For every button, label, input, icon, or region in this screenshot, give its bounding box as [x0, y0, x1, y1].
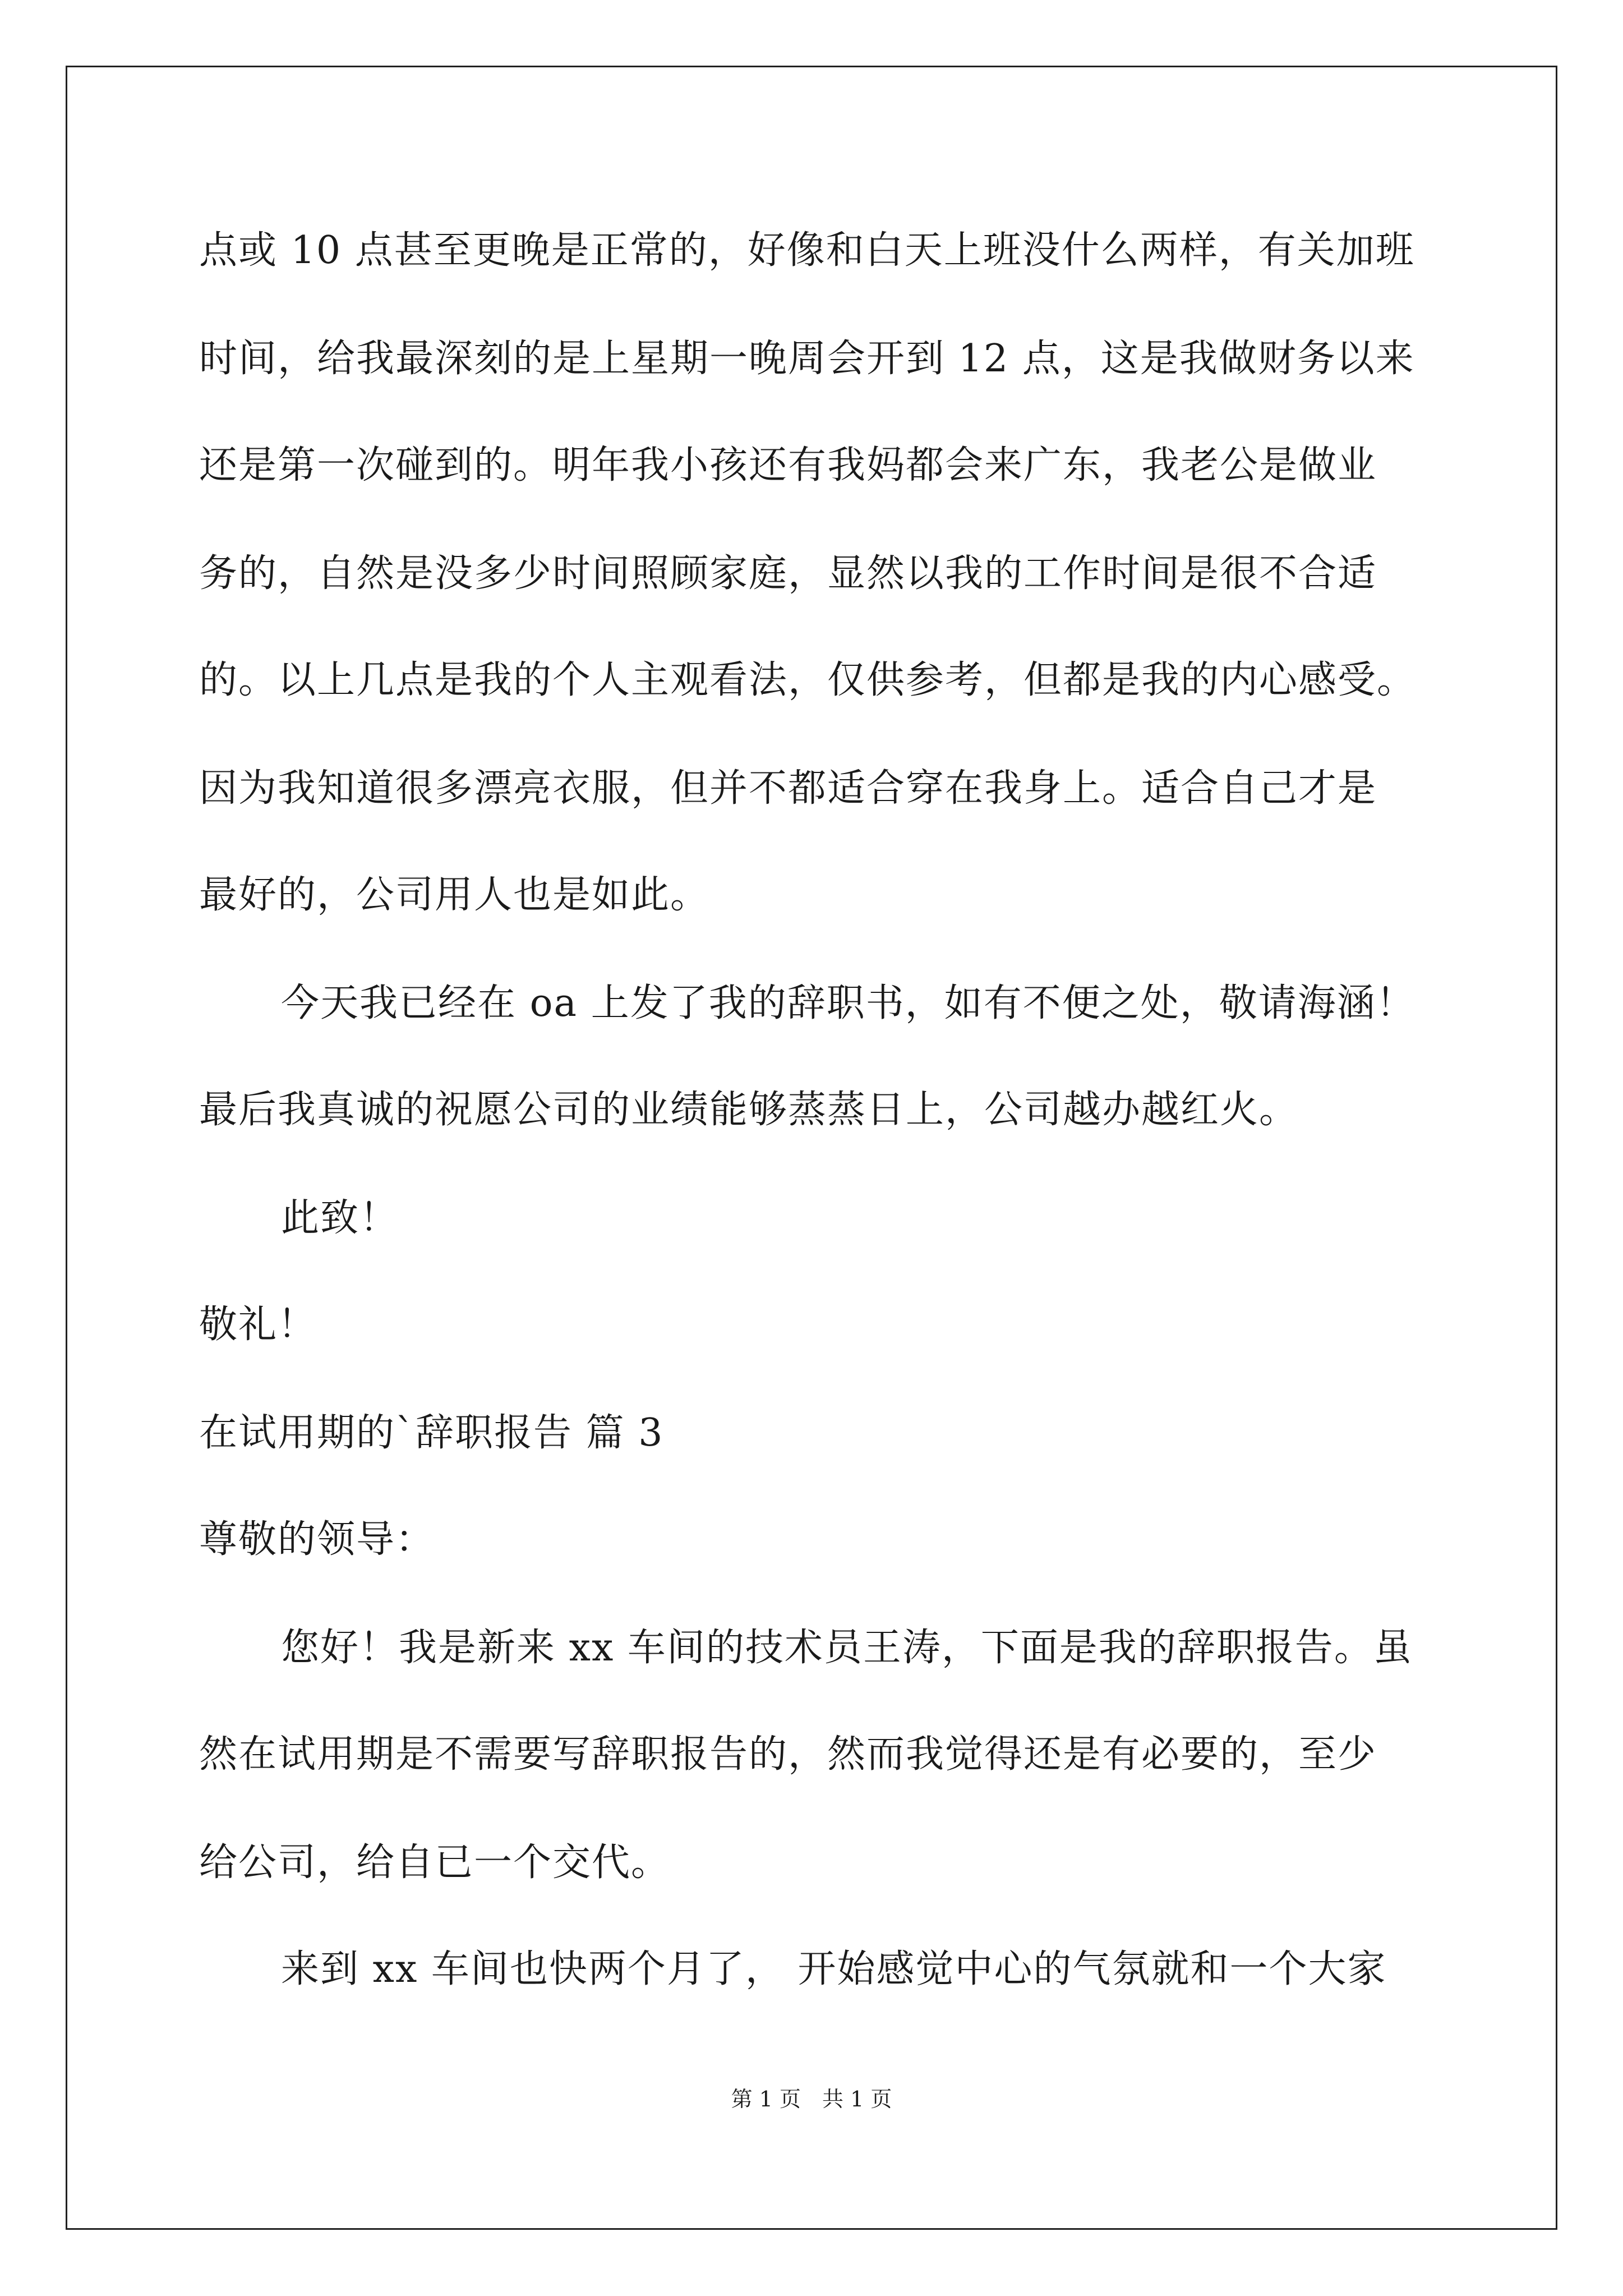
closing-salutation: 此致！	[281, 1196, 399, 1240]
paragraph-line: 还是第一次碰到的。明年我小孩还有我妈都会来广东，我老公是做业	[199, 443, 1377, 487]
paragraph-line: 您好！我是新来 xx 车间的技术员王涛，下面是我的辞职报告。虽	[281, 1626, 1413, 1670]
paragraph-line: 最好的，公司用人也是如此。	[199, 873, 710, 917]
paragraph-line: 今天我已经在 oa 上发了我的辞职书，如有不便之处，敬请海涵！	[281, 981, 1415, 1025]
page-border	[66, 66, 1557, 2230]
closing-regards: 敬礼！	[199, 1303, 317, 1347]
greeting-line: 尊敬的领导：	[199, 1517, 435, 1562]
paragraph-line: 的。以上几点是我的个人主观看法，仅供参考，但都是我的内心感受。	[199, 658, 1417, 702]
page-footer: 第 1 页 共 1 页	[731, 2087, 892, 2111]
paragraph-line: 时间，给我最深刻的是上星期一晚周会开到 12 点，这是我做财务以来	[199, 337, 1415, 381]
paragraph-line: 因为我知道很多漂亮衣服，但并不都适合穿在我身上。适合自己才是	[199, 766, 1377, 811]
paragraph-line: 给公司，给自已一个交代。	[199, 1841, 671, 1885]
paragraph-line: 来到 xx 车间也快两个月了， 开始感觉中心的气氛就和一个大家	[281, 1947, 1387, 1991]
section-heading: 在试用期的`辞职报告 篇 3	[199, 1411, 664, 1455]
paragraph-line: 务的，自然是没多少时间照顾家庭，显然以我的工作时间是很不合适	[199, 551, 1377, 596]
paragraph-line: 然在试用期是不需要写辞职报告的，然而我觉得还是有必要的，至少	[199, 1732, 1377, 1777]
paragraph-line: 最后我真诚的祝愿公司的业绩能够蒸蒸日上，公司越办越红火。	[199, 1088, 1299, 1132]
paragraph-line: 点或 10 点甚至更晚是正常的，好像和白天上班没什么两样，有关加班	[199, 228, 1415, 273]
